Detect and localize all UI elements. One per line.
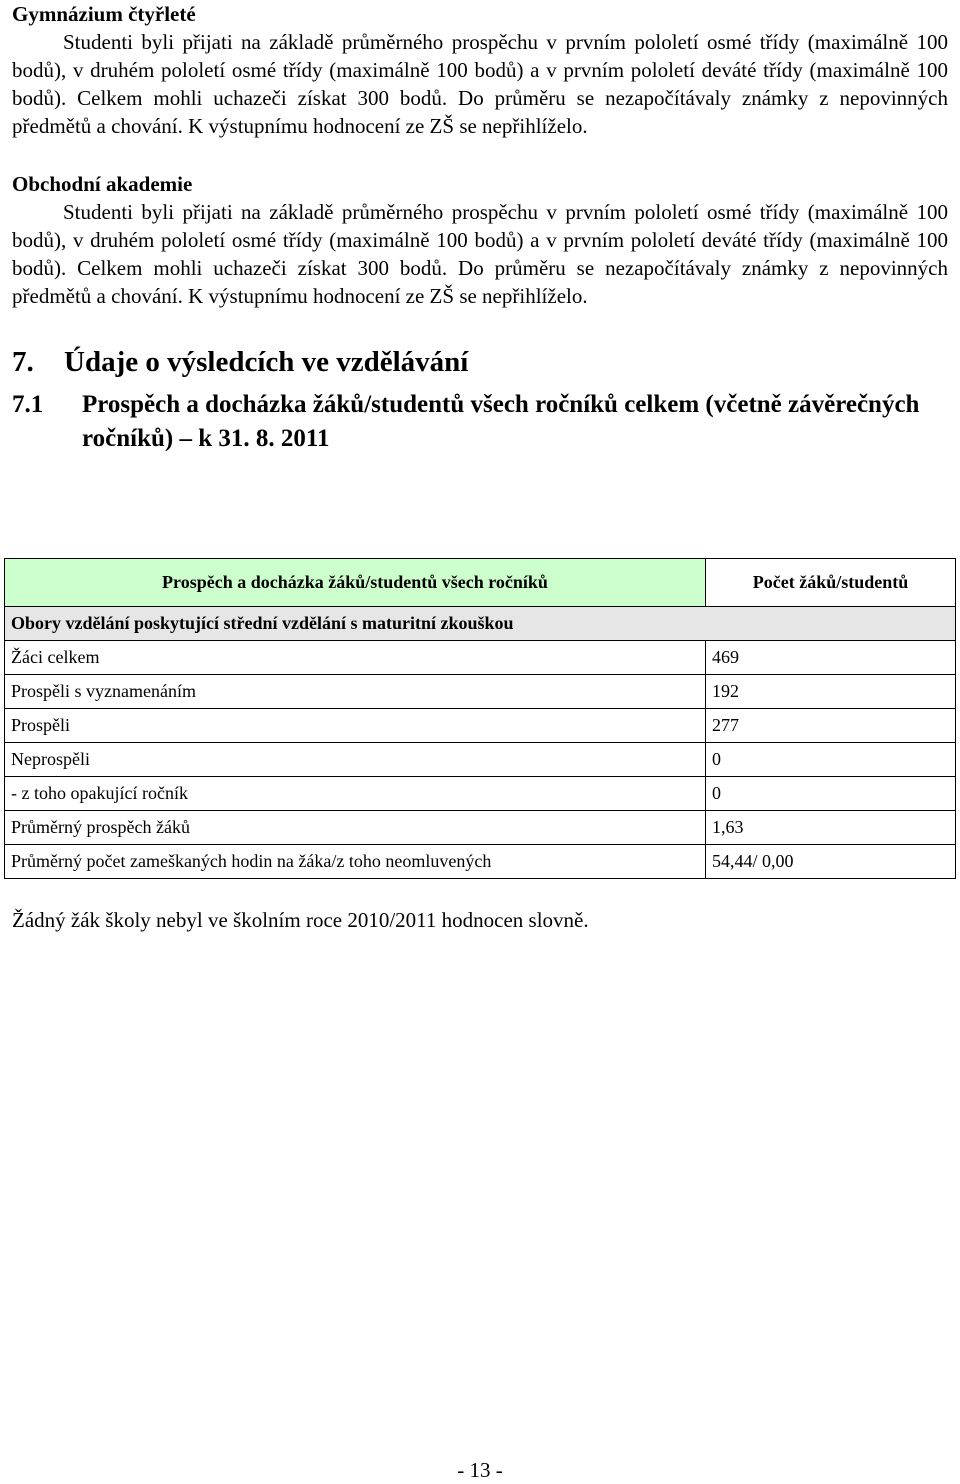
- subchapter-title: Prospěch a docházka žáků/studentů všech ročníků celkem (včetně závěrečných ročníků) – k 31. 8. 2011: [82, 391, 920, 452]
- row-label: - z toho opakující ročník: [5, 777, 706, 811]
- table-row: [5, 845, 956, 879]
- table-row: [5, 709, 956, 743]
- row-label: Prospěli: [5, 709, 706, 743]
- chapter-heading: [12, 344, 948, 380]
- table-row: [5, 811, 956, 845]
- table-row: [5, 675, 956, 709]
- row-value: 54,44/ 0,00: [706, 845, 956, 879]
- academy-paragraph: Studenti byli přijati na základě průměrného prospěchu v prvním pololetí osmé třídy (maximálně 100 bodů), v druhém pololetí osmé třídy (maximálně 100 bodů) a v prvním pololetí deváté třídy (maximálně 100 bodů). Celkem mohli uchazeči získat 300 bodů. Do průměru se nezapočítávaly známky z nepovinných předmětů a chování. K výstupnímu hodnocení ze ZŠ se nepřihlíželo.: [12, 200, 948, 308]
- table-row: [5, 743, 956, 777]
- page-number: - 13 -: [457, 1458, 503, 1482]
- subchapter-heading: [12, 388, 948, 456]
- gymnasium-heading: Gymnázium čtyřleté: [12, 2, 196, 26]
- table-row: [5, 641, 956, 675]
- row-label: Prospěli s vyznamenáním: [5, 675, 706, 709]
- row-label: Průměrný počet zameškaných hodin na žáka/z toho neomluvených: [5, 845, 706, 879]
- results-table: [4, 558, 956, 879]
- row-label: Žáci celkem: [5, 641, 706, 675]
- document-page: [12, 0, 948, 456]
- row-label: Průměrný prospěch žáků: [5, 811, 706, 845]
- row-value: 469: [706, 641, 956, 675]
- table-header-row: [5, 559, 956, 607]
- row-label: Neprospěli: [5, 743, 706, 777]
- subchapter-number: 7.1: [12, 391, 44, 418]
- row-value: 277: [706, 709, 956, 743]
- gymnasium-paragraph: Studenti byli přijati na základě průměrného prospěchu v prvním pololetí osmé třídy (maximálně 100 bodů), v druhém pololetí osmé třídy (maximálně 100 bodů) a v prvním pololetí deváté třídy (maximálně 100 bodů). Celkem mohli uchazeči získat 300 bodů. Do průměru se nezapočítávaly známky z nepovinných předmětů a chování. K výstupnímu hodnocení ze ZŠ se nepřihlíželo.: [12, 30, 948, 138]
- table-group-row: [5, 607, 956, 641]
- table-group-label: Obory vzdělání poskytující střední vzdělání s maturitní zkouškou: [5, 607, 956, 641]
- chapter-number: 7.: [12, 346, 34, 378]
- academy-heading: Obchodní akademie: [12, 172, 193, 196]
- evaluation-note: Žádný žák školy nebyl ve školním roce 2010/2011 hodnocen slovně.: [12, 908, 589, 932]
- row-value: 0: [706, 777, 956, 811]
- table-header-main: Prospěch a docházka žáků/studentů všech ročníků: [5, 559, 706, 607]
- row-value: 192: [706, 675, 956, 709]
- table-header-count: Počet žáků/studentů: [706, 559, 956, 607]
- table-row: [5, 777, 956, 811]
- chapter-title: Údaje o výsledcích ve vzdělávání: [64, 346, 469, 378]
- row-value: 1,63: [706, 811, 956, 845]
- row-value: 0: [706, 743, 956, 777]
